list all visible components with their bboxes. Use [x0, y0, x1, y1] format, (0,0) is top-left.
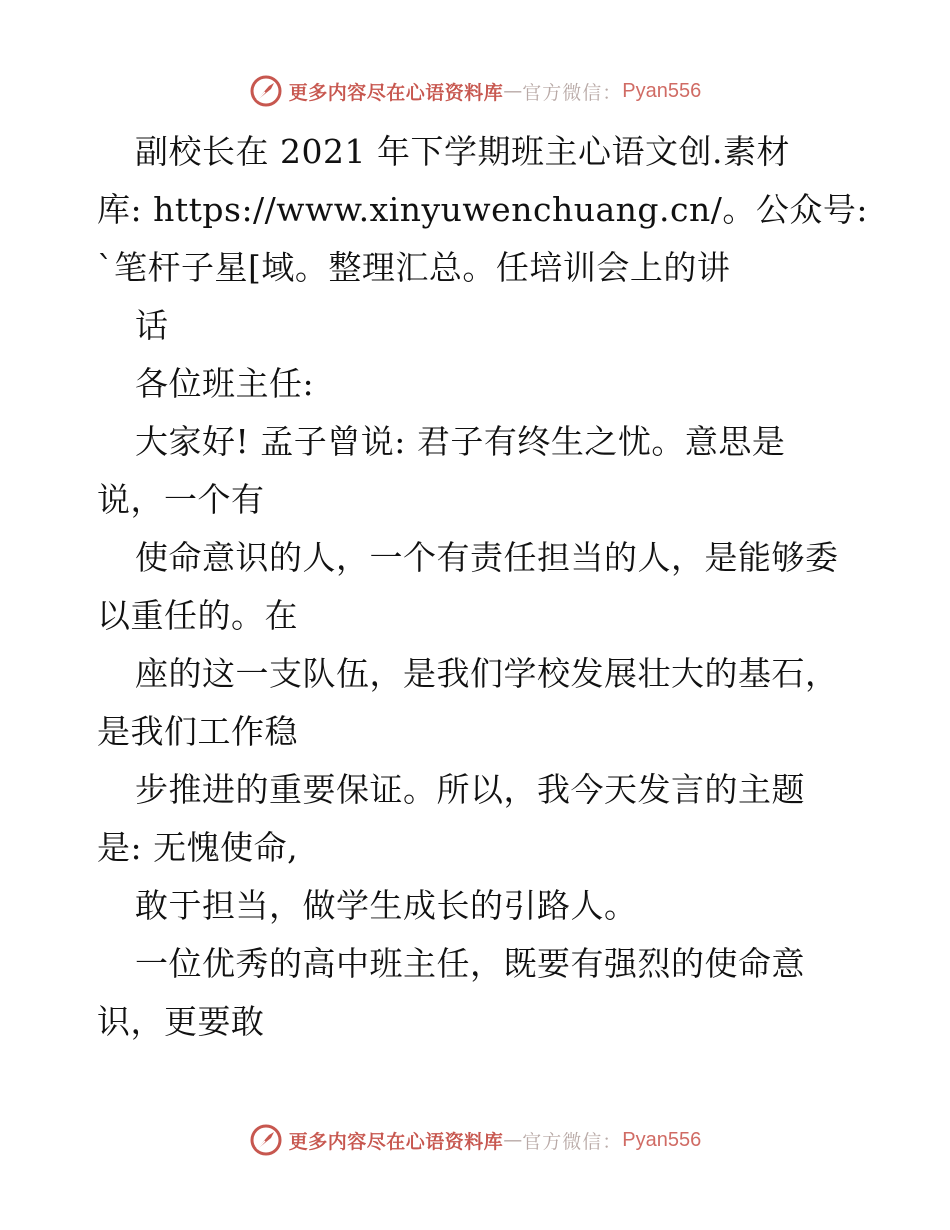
document-body — [97, 123, 868, 1051]
doc-line: 步推进的重要保证。所以，我今天发言的主题 — [135, 770, 805, 809]
banner-wechat-id: Pyan556 — [622, 79, 702, 102]
doc-line: 敢于担当，做学生成长的引路人。 — [135, 886, 638, 925]
banner-wechat-label: 官方微信： — [522, 1130, 623, 1153]
doc-line: 以重任的。在 — [97, 596, 298, 635]
pen-nib-logo-icon — [249, 74, 283, 108]
doc-line: 库: https://www.xinyuwenchuang.cn/。公众号: — [97, 190, 868, 229]
doc-line: 副校长在 2021 年下学期班主心语文创.素材 — [135, 132, 790, 171]
banner-wechat-label: 官方微信： — [522, 81, 623, 104]
doc-line: 说，一个有 — [97, 480, 265, 519]
doc-line: 话 — [135, 306, 169, 345]
pen-nib-logo-icon — [249, 1123, 283, 1157]
doc-line: 识，更要敢 — [97, 1002, 265, 1041]
banner-separator: — — [503, 1129, 523, 1151]
doc-line: 各位班主任: — [135, 364, 315, 403]
banner-main-text: 更多内容尽在心语资料库 — [288, 1130, 504, 1153]
doc-line: 一位优秀的高中班主任，既要有强烈的使命意 — [135, 944, 805, 983]
banner-wechat-id: Pyan556 — [622, 1128, 702, 1151]
doc-line: 是: 无愧使命, — [97, 828, 299, 867]
footer-banner — [0, 1120, 950, 1160]
doc-line: 是我们工作稳 — [97, 712, 298, 751]
doc-line: 座的这一支队伍，是我们学校发展壮大的基石， — [135, 654, 839, 693]
doc-line: `笔杆子星[域。整理汇总。任培训会上的讲 — [97, 248, 731, 287]
banner-main-text: 更多内容尽在心语资料库 — [288, 81, 504, 104]
banner-separator: — — [503, 80, 523, 102]
doc-line: 大家好! 孟子曾说: 君子有终生之忧。意思是 — [135, 422, 786, 461]
header-banner — [0, 71, 950, 111]
doc-line: 使命意识的人，一个有责任担当的人，是能够委 — [135, 538, 839, 577]
